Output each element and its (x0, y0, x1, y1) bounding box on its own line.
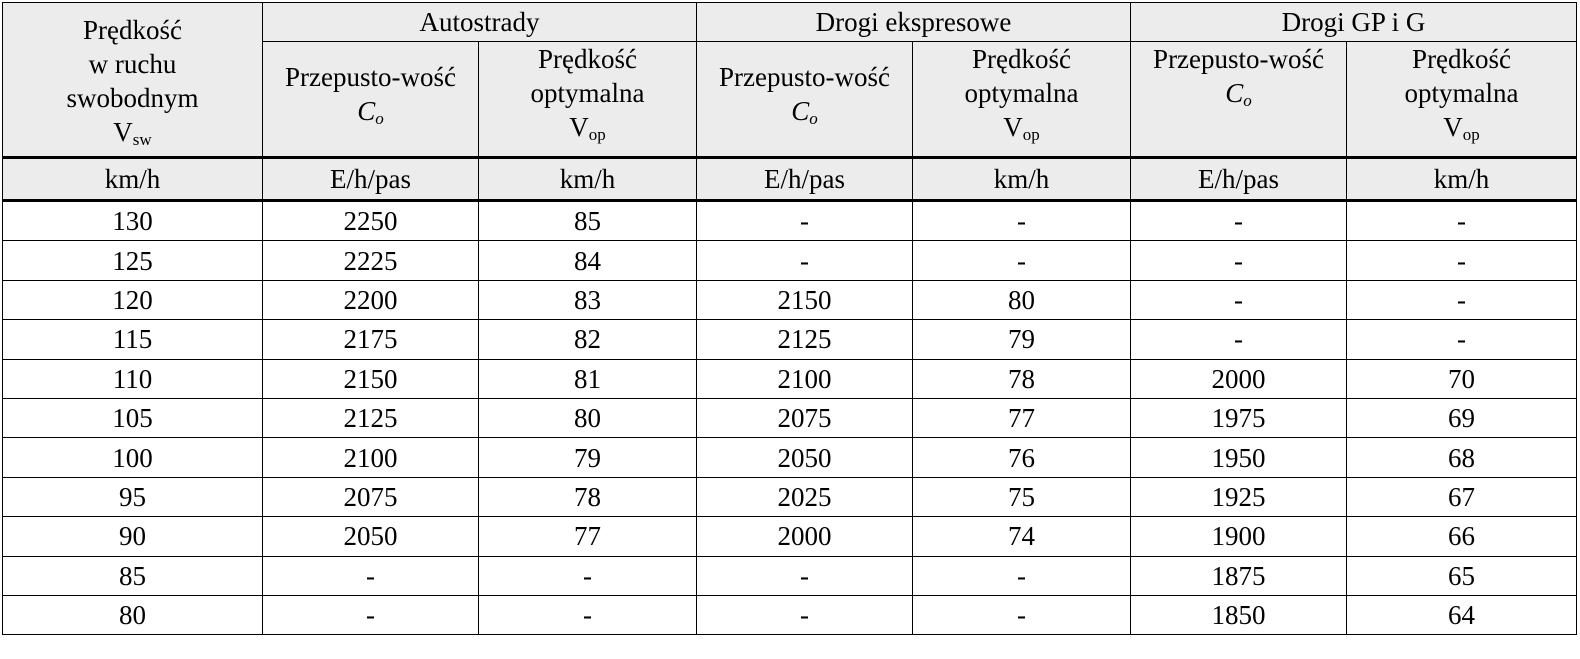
group-header-gp-g-roads: Drogi GP i G (1131, 3, 1577, 42)
table-cell: 82 (479, 320, 697, 359)
table-cell: 2000 (697, 517, 913, 556)
table-cell: 2100 (263, 438, 479, 477)
table-cell: 2125 (697, 320, 913, 359)
subheader-capacity: Przepusto-wość $C_o$ (697, 42, 913, 158)
table-cell: 64 (1347, 595, 1577, 634)
table-row (3, 320, 1577, 359)
table-cell: - (697, 201, 913, 241)
table-cell: 78 (913, 359, 1131, 398)
unit-cell: E/h/pas (697, 158, 913, 201)
table-cell: 2075 (263, 477, 479, 516)
table-cell: - (263, 595, 479, 634)
unit-cell: km/h (3, 158, 263, 201)
unit-cell: E/h/pas (1131, 158, 1347, 201)
table-cell: - (1347, 320, 1577, 359)
table-cell: 77 (479, 517, 697, 556)
subheader-optimal-speed: Prędkość optymalna $V_{op}$ (1347, 42, 1577, 158)
table-cell: - (913, 241, 1131, 280)
table-cell: 2150 (263, 359, 479, 398)
group-header-expressways: Drogi ekspresowe (697, 3, 1131, 42)
table-cell: - (1131, 241, 1347, 280)
table-row (3, 201, 1577, 241)
table-cell: 65 (1347, 556, 1577, 595)
table-cell: - (479, 556, 697, 595)
table-cell: - (913, 556, 1131, 595)
table-cell: 2225 (263, 241, 479, 280)
table-cell: 76 (913, 438, 1131, 477)
table-cell: 1850 (1131, 595, 1347, 634)
table-cell: 110 (3, 359, 263, 398)
table-cell: 2050 (263, 517, 479, 556)
table-cell: 81 (479, 359, 697, 398)
table-cell: - (913, 595, 1131, 634)
table-cell: 2150 (697, 280, 913, 319)
table-cell: 130 (3, 201, 263, 241)
table-header (3, 3, 1577, 201)
table-cell: 84 (479, 241, 697, 280)
table-cell: 115 (3, 320, 263, 359)
subheader-capacity: Przepusto-wość $C_o$ (263, 42, 479, 158)
header-free-flow-speed: Prędkość w ruchu swobodnym $V_{sw}$ (3, 3, 263, 158)
table-cell: 105 (3, 398, 263, 437)
table-row (3, 359, 1577, 398)
subheader-capacity: Przepusto-wość $C_o$ (1131, 42, 1347, 158)
table-cell: 2200 (263, 280, 479, 319)
table-row (3, 556, 1577, 595)
table-cell: 85 (479, 201, 697, 241)
table-cell: 77 (913, 398, 1131, 437)
table-cell: - (1131, 320, 1347, 359)
table-cell: 67 (1347, 477, 1577, 516)
table-cell: 79 (913, 320, 1131, 359)
table-cell: 2100 (697, 359, 913, 398)
table-cell: 74 (913, 517, 1131, 556)
table-cell: 75 (913, 477, 1131, 516)
table-cell: - (1347, 201, 1577, 241)
unit-cell: km/h (479, 158, 697, 201)
table-cell: - (913, 201, 1131, 241)
unit-cell: E/h/pas (263, 158, 479, 201)
table-cell: 80 (913, 280, 1131, 319)
table-row (3, 477, 1577, 516)
table-cell: - (479, 595, 697, 634)
table-row (3, 398, 1577, 437)
table-row (3, 595, 1577, 634)
table-cell: 1925 (1131, 477, 1347, 516)
table-cell: 2175 (263, 320, 479, 359)
unit-cell: km/h (1347, 158, 1577, 201)
table-cell: 85 (3, 556, 263, 595)
table-cell: 120 (3, 280, 263, 319)
table-cell: 95 (3, 477, 263, 516)
table-row (3, 241, 1577, 280)
table-cell: 2025 (697, 477, 913, 516)
table-row (3, 280, 1577, 319)
table-cell: 68 (1347, 438, 1577, 477)
table-cell: 69 (1347, 398, 1577, 437)
subheader-optimal-speed: Prędkość optymalna $V_{op}$ (913, 42, 1131, 158)
table-cell: 70 (1347, 359, 1577, 398)
table-cell: 2050 (697, 438, 913, 477)
table-cell: 78 (479, 477, 697, 516)
table-row (3, 517, 1577, 556)
table-cell: - (697, 241, 913, 280)
capacity-table (2, 2, 1577, 635)
table-row (3, 438, 1577, 477)
table-cell: - (1131, 280, 1347, 319)
unit-cell: km/h (913, 158, 1131, 201)
table-cell: 80 (3, 595, 263, 634)
table-cell: 80 (479, 398, 697, 437)
table-cell: 79 (479, 438, 697, 477)
table-cell: 90 (3, 517, 263, 556)
table-cell: 2250 (263, 201, 479, 241)
table-cell: 2075 (697, 398, 913, 437)
table-cell: 1950 (1131, 438, 1347, 477)
table-cell: - (1131, 201, 1347, 241)
table-cell: 125 (3, 241, 263, 280)
table-cell: 100 (3, 438, 263, 477)
table-cell: - (697, 556, 913, 595)
table-cell: 1975 (1131, 398, 1347, 437)
table-cell: - (1347, 280, 1577, 319)
table-cell: - (1347, 241, 1577, 280)
subheader-optimal-speed: Prędkość optymalna $V_{op}$ (479, 42, 697, 158)
table-cell: 1875 (1131, 556, 1347, 595)
table-cell: - (263, 556, 479, 595)
table-cell: 2000 (1131, 359, 1347, 398)
table-body (3, 201, 1577, 635)
table-cell: 1900 (1131, 517, 1347, 556)
table-cell: 66 (1347, 517, 1577, 556)
table-cell: 2125 (263, 398, 479, 437)
table-cell: - (697, 595, 913, 634)
table-cell: 83 (479, 280, 697, 319)
group-header-motorways: Autostrady (263, 3, 697, 42)
